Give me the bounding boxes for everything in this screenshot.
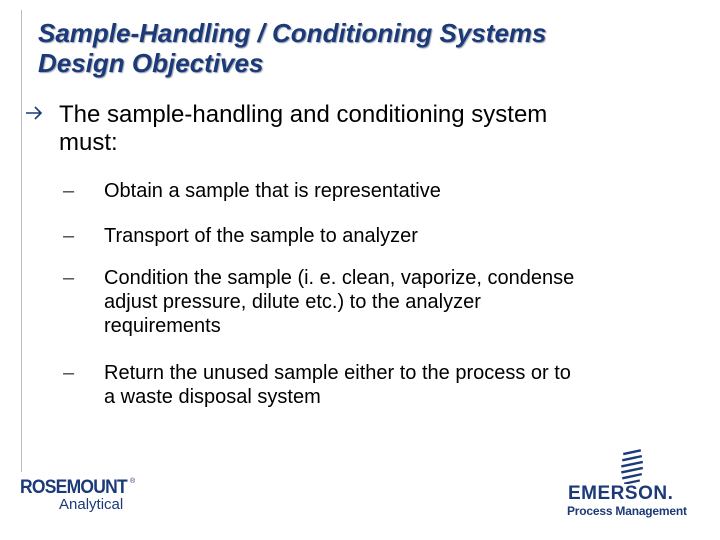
title-line: Sample-Handling / Conditioning Systems — [38, 18, 547, 48]
emerson-name-text: EMERSON — [568, 483, 668, 504]
sub-bullet-line: requirements — [104, 315, 221, 337]
emerson-name — [568, 484, 673, 504]
rosemount-name: ROSEMOUNT — [20, 477, 128, 498]
main-bullet-line: must: — [59, 129, 118, 156]
emerson-dot: . — [667, 483, 674, 504]
emerson-subtitle: Process Management — [567, 504, 687, 518]
title-line: Design Objectives — [38, 48, 264, 78]
main-bullet-line: The sample-handling and conditioning system — [59, 101, 548, 128]
dash-icon: – — [63, 362, 75, 384]
dash-icon: – — [63, 225, 75, 247]
rosemount-subtitle: Analytical — [59, 496, 124, 513]
sub-bullet-line: Return the unused sample either to the process or to — [104, 362, 571, 384]
dash-icon: – — [63, 180, 75, 202]
sub-bullet-line: Transport of the sample to analyzer — [104, 225, 418, 247]
rosemount-logo — [20, 478, 140, 518]
sub-bullet-line: adjust pressure, dilute etc.) to the analyzer — [104, 291, 481, 313]
arrow-right-icon — [24, 105, 44, 121]
emerson-mark-icon — [618, 448, 646, 484]
left-divider-line — [21, 10, 22, 472]
main-bullet — [59, 101, 659, 157]
sub-bullet-line: Condition the sample (i. e. clean, vaporize, condense — [104, 267, 575, 289]
slide-title — [38, 18, 698, 78]
dash-icon: – — [63, 267, 75, 289]
sub-bullet-line: a waste disposal system — [104, 386, 321, 408]
sub-bullet-line: Obtain a sample that is representative — [104, 180, 441, 202]
registered-mark: ® — [130, 478, 136, 485]
emerson-logo — [560, 446, 700, 522]
